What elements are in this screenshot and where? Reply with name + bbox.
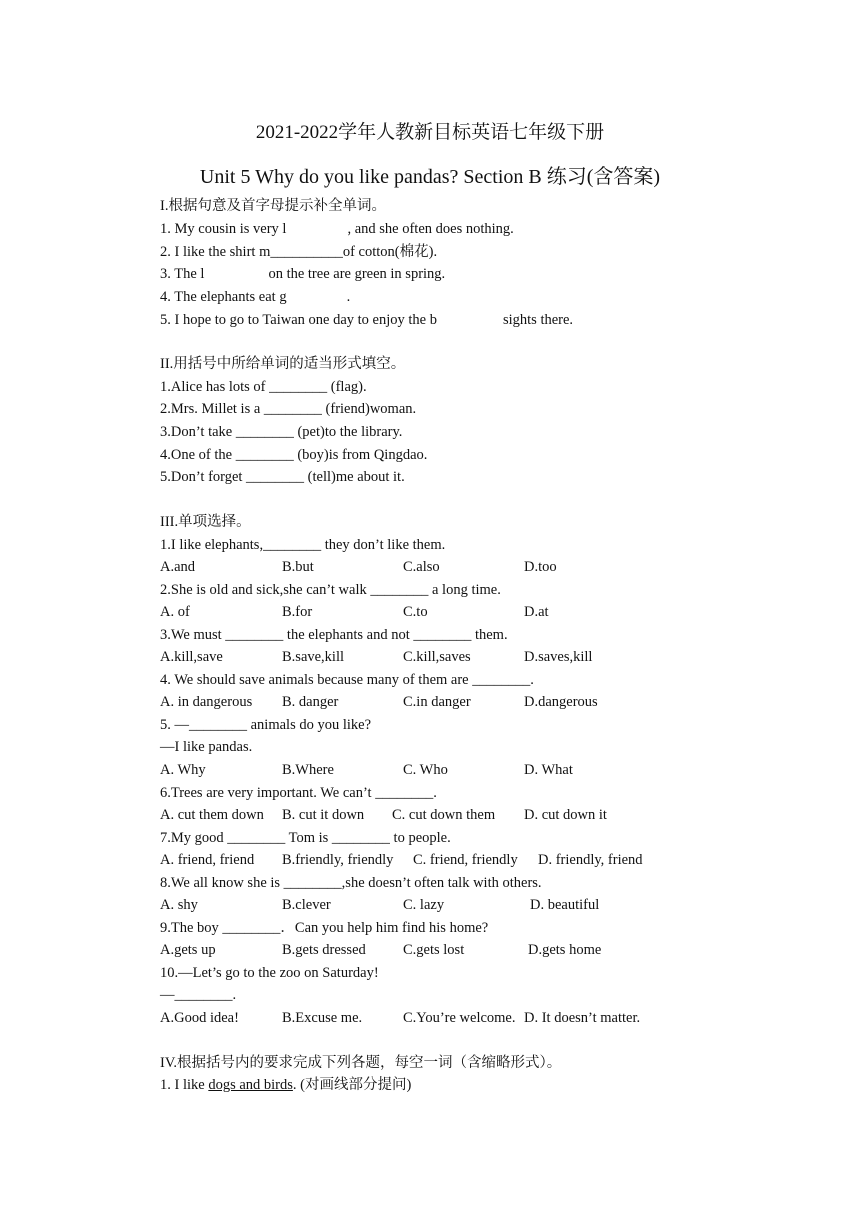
q10-stem: 10.—Let’s go to the zoo on Saturday! [160, 965, 379, 981]
q4-option-b: B. danger [282, 694, 339, 710]
q1-option-d: D.too [524, 559, 557, 575]
q5-option-a: A. Why [160, 762, 206, 778]
s4-item-1-pre: 1. I like [160, 1077, 209, 1093]
q5-option-c: C. Who [403, 762, 448, 778]
s4-item-1 [160, 1076, 411, 1094]
q7-option-c: C. friend, friendly [413, 852, 518, 868]
q1-option-b: B.but [282, 559, 314, 575]
s1-item-4 [160, 288, 350, 306]
s1-item-2-a: 2. I like the shirt m__________of cotton(棉花). [160, 244, 438, 260]
q4-option-a: A. in dangerous [160, 694, 253, 710]
q2-option-a: A. of [160, 604, 190, 620]
q3-option-b: B.save,kill [282, 649, 345, 665]
q9-stem: 9.The boy ________．Can you help him find his home? [160, 920, 489, 936]
q8-option-c: C. lazy [403, 897, 445, 913]
q3-option-a: A.kill,save [160, 649, 223, 665]
q2-option-d: D.at [524, 604, 549, 620]
section-4-heading: IV.根据括号内的要求完成下列各题，每空一词（含缩略形式）。 [160, 1055, 562, 1071]
s4-item-1-underlined: dogs and birds [208, 1077, 293, 1093]
q6-stem: 6.Trees are very important. We can’t ________. [160, 785, 437, 801]
q8-option-d: D. beautiful [530, 897, 600, 913]
s2-item-5: 5.Don’t forget ________ (tell)me about it. [160, 469, 405, 485]
section-2-heading: II.用括号中所给单词的适当形式填空。 [160, 356, 406, 372]
page-subtitle: Unit 5 Why do you like pandas? Section B 练习(含答案) [199, 166, 661, 188]
q8-option-a: A. shy [160, 897, 198, 913]
s1-item-1-b: , and she often does nothing. [347, 221, 514, 237]
q4-stem: 4. We should save animals because many of them are ________. [160, 672, 534, 688]
s1-item-2 [160, 243, 437, 261]
s1-item-4-b: . [346, 289, 351, 305]
s2-item-4: 4.One of the ________ (boy)is from Qingdao. [160, 447, 428, 463]
q7-stem: 7.My good ________ Tom is ________ to people. [160, 830, 451, 846]
s1-item-3-b: on the tree are green in spring. [268, 266, 446, 282]
q10-option-d: D. It doesn’t matter. [524, 1010, 641, 1026]
q2-option-c: C.to [403, 604, 428, 620]
q3-option-c: C.kill,saves [403, 649, 471, 665]
q10-option-a: A.Good idea! [160, 1010, 239, 1026]
section-1-heading: I.根据句意及首字母提示补全单词。 [160, 198, 386, 214]
s1-item-3 [160, 265, 445, 283]
q5-option-b: B.Where [282, 762, 334, 778]
s1-item-1 [160, 220, 514, 238]
q5-stem: 5. —________ animals do you like? [160, 717, 372, 733]
q7-option-a: A. friend, friend [160, 852, 255, 868]
section-3-heading: III.单项选择。 [160, 514, 251, 530]
q10-stem-reply: —________. [160, 987, 237, 1003]
q1-stem: 1.I like elephants,________ they don’t like them. [160, 537, 446, 553]
q6-option-d: D. cut down it [524, 807, 607, 823]
q7-option-d: D. friendly, friend [538, 852, 643, 868]
q2-stem: 2.She is old and sick,she can’t walk ________ a long time. [160, 582, 501, 598]
q8-option-b: B.clever [282, 897, 331, 913]
q8-stem: 8.We all know she is ________,she doesn’t often talk with others. [160, 875, 542, 891]
q1-option-c: C.also [403, 559, 440, 575]
q4-option-d: D.dangerous [524, 694, 598, 710]
s1-item-5-b: sights there. [502, 312, 574, 328]
q9-option-a: A.gets up [160, 942, 216, 958]
q6-option-b: B. cut it down [282, 807, 365, 823]
q9-option-b: B.gets dressed [282, 942, 366, 958]
q4-option-c: C.in danger [403, 694, 471, 710]
page-title: 2021-2022学年人教新目标英语七年级下册 [255, 122, 605, 143]
s2-item-3: 3.Don’t take ________ (pet)to the library. [160, 424, 403, 440]
s2-item-1: 1.Alice has lots of ________ (flag). [160, 379, 367, 395]
q3-stem: 3.We must ________ the elephants and not ________ them. [160, 627, 508, 643]
q6-option-c: C. cut down them [392, 807, 496, 823]
s4-item-1-post: . (对画线部分提问) [292, 1077, 412, 1093]
q5-option-d: D. What [524, 762, 573, 778]
q9-option-c: C.gets lost [403, 942, 465, 958]
q2-option-b: B.for [282, 604, 313, 620]
q10-option-b: B.Excuse me. [282, 1010, 363, 1026]
q10-option-c: C.You’re welcome. [403, 1010, 516, 1026]
q6-option-a: A. cut them down [160, 807, 264, 823]
q3-option-d: D.saves,kill [524, 649, 593, 665]
q5-stem-reply: —I like pandas. [160, 739, 253, 755]
s1-item-1-a: 1. My cousin is very l [160, 221, 287, 237]
s2-item-2: 2.Mrs. Millet is a ________ (friend)woman. [160, 401, 417, 417]
s1-item-3-a: 3. The l [160, 266, 205, 282]
q9-option-d: D.gets home [528, 942, 602, 958]
q7-option-b: B.friendly, friendly [282, 852, 394, 868]
s1-item-5 [160, 311, 573, 329]
s1-item-5-a: 5. I hope to go to Taiwan one day to enjoy the b [160, 312, 437, 328]
s1-item-4-a: 4. The elephants eat g [160, 289, 287, 305]
q1-option-a: A.and [160, 559, 196, 575]
